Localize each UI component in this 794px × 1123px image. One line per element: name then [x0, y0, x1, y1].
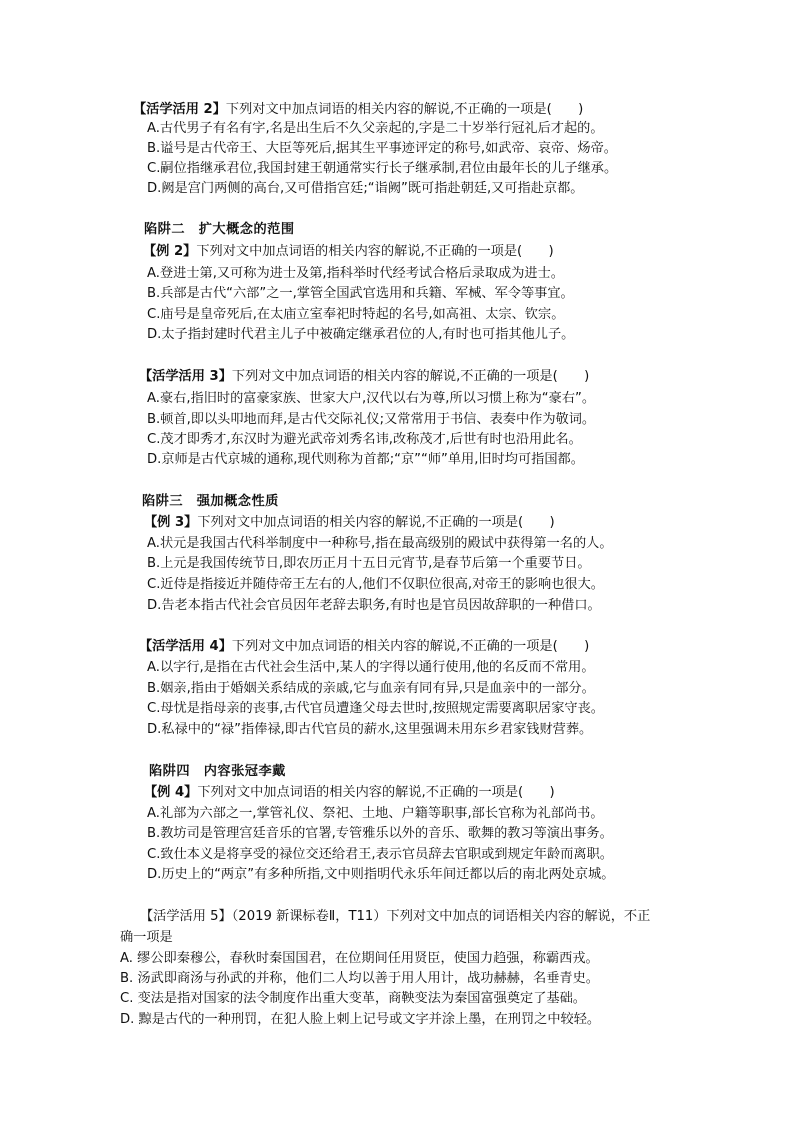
question-stem: （2019 新课标卷Ⅱ，T11）下列对文中加点的词语相关内容的解说，不正 — [231, 909, 651, 924]
option-c: C.致仕本义是将享受的禄位交还给君王,表示官员辞去官职或到规定年龄而离职。 — [147, 847, 613, 862]
option-c: C.母忧是指母亲的丧事,古代官员遭逢父母去世时,按照规定需要离职居家守丧。 — [147, 701, 604, 716]
option-d: D.告老本指古代社会官员因年老辞去职务,有时也是官员因故辞职的一种借口。 — [147, 598, 601, 613]
question-stem: 下列对文中加点词语的相关内容的解说,不正确的一项是( ) — [231, 369, 590, 384]
question-tag: 【活学活用 4】 — [139, 639, 232, 654]
option-d: D.太子指封建时代君主儿子中被确定继承君位的人,有时也可指其他儿子。 — [147, 327, 575, 342]
option-c: C. 变法是指对国家的法令制度作出重大变革，商鞅变法为秦国富强奠定了基础。 — [120, 991, 586, 1006]
option-c: C.近侍是指接近并随侍帝王左右的人,他们不仅职位很高,对帝王的影响也很大。 — [147, 577, 604, 592]
question-tag: 【例 4】 — [144, 785, 198, 800]
option-d: D.历史上的“两京”有多种所指,文中则指明代永乐年间迁都以后的南北两处京城。 — [147, 867, 615, 882]
question-tag: 【例 3】 — [144, 515, 198, 530]
option-d: D.京师是古代京城的通称,现代则称为首都;“京”“师”单用,旧时均可指国都。 — [147, 452, 584, 467]
question-stem: 下列对文中加点词语的相关内容的解说,不正确的一项是( ) — [197, 515, 555, 530]
section-title: 陷阱二 扩大概念的范围 — [144, 222, 295, 237]
question-heading — [139, 368, 589, 386]
option-a: A. 缪公即秦穆公，春秋时秦国国君，在位期间任用贤臣，使国力趋强，称霸西戎。 — [120, 951, 599, 966]
option-d: D.私禄中的“禄”指俸禄,即古代官员的薪水,这里强调未用东乡君家钱财营葬。 — [147, 722, 593, 737]
option-c: C.庙号是皇帝死后,在太庙立室奉祀时特起的名号,如高祖、太宗、钦宗。 — [147, 307, 565, 322]
option-b: B.顿首,即以头叩地而拜,是古代交际礼仪;又常常用于书信、表奏中作为敬词。 — [147, 412, 596, 427]
option-c: C.嗣位指继承君位,我国封建王朝通常实行长子继承制,君位由最年长的儿子继承。 — [147, 161, 618, 176]
section-title: 陷阱三 强加概念性质 — [142, 494, 279, 509]
option-b: B. 汤武即商汤与孙武的并称，他们二人均以善于用人用计，战功赫赫，名垂青史。 — [120, 971, 599, 986]
option-b: B.谥号是古代帝王、大臣等死后,据其生平事迹评定的称号,如武帝、哀帝、炀帝。 — [147, 141, 617, 156]
option-b: B.上元是我国传统节日,即农历正月十五日元宵节,是春节后第一个重要节日。 — [147, 556, 591, 571]
question-heading — [143, 243, 554, 261]
option-b: B.兵部是古代“六部”之一,掌管全国武官选用和兵籍、军械、军令等事宜。 — [147, 286, 574, 301]
option-b: B.姻亲,指由于婚姻关系结成的亲戚,它与血亲有同有异,只是血亲中的一部分。 — [147, 681, 595, 696]
question-tag: 【活学活用 2】 — [133, 102, 226, 117]
question-stem: 下列对文中加点词语的相关内容的解说,不正确的一项是( ) — [197, 785, 555, 800]
question-heading — [144, 514, 555, 532]
question-tag: 【活学活用 3】 — [139, 369, 232, 384]
option-b: B.教坊司是管理宫廷音乐的官署,专管雅乐以外的音乐、歌舞的教习等演出事务。 — [147, 826, 613, 841]
option-c: C.茂才即秀才,东汉时为避光武帝刘秀名讳,改称茂才,后世有时也沿用此名。 — [147, 432, 582, 447]
option-d: D.阙是宫门两侧的高台,又可借指宫廷;“诣阙”既可指赴朝廷,又可指赴京都。 — [147, 181, 584, 196]
option-a: A.古代男子有名有字,名是出生后不久父亲起的,字是二十岁举行冠礼后才起的。 — [147, 121, 604, 136]
option-d: D. 黥是古代的一种刑罚，在犯人脸上刺上记号或文字并涂上墨，在刑罚之中较轻。 — [120, 1012, 601, 1027]
option-a: A.豪右,指旧时的富豪家族、世家大户,汉代以右为尊,所以习惯上称为“豪右”。 — [147, 391, 596, 406]
option-a: A.登进士第,又可称为进士及第,指科举时代经考试合格后录取成为进士。 — [147, 266, 564, 281]
question-stem: 下列对文中加点词语的相关内容的解说,不正确的一项是( ) — [225, 102, 584, 117]
option-a: A.状元是我国古代科举制度中一种称号,指在最高级别的殿试中获得第一名的人。 — [147, 536, 613, 551]
question-heading — [133, 101, 583, 119]
option-a: A.以字行,是指在古代社会生活中,某人的字得以通行使用,他的名反而不常用。 — [147, 660, 595, 675]
question-heading — [144, 784, 555, 802]
question-heading — [139, 638, 589, 656]
option-a: A.礼部为六部之一,掌管礼仪、祭祀、土地、户籍等职事,部长官称为礼部尚书。 — [147, 806, 604, 821]
question-stem: 下列对文中加点词语的相关内容的解说,不正确的一项是( ) — [196, 244, 554, 259]
section-title: 陷阱四 内容张冠李戴 — [149, 764, 286, 779]
question-stem-continued: 确一项是 — [120, 930, 173, 945]
question-heading — [140, 908, 650, 926]
question-tag: 【活学活用 5】 — [140, 909, 232, 924]
question-tag: 【例 2】 — [143, 244, 197, 259]
question-stem: 下列对文中加点词语的相关内容的解说,不正确的一项是( ) — [231, 639, 590, 654]
